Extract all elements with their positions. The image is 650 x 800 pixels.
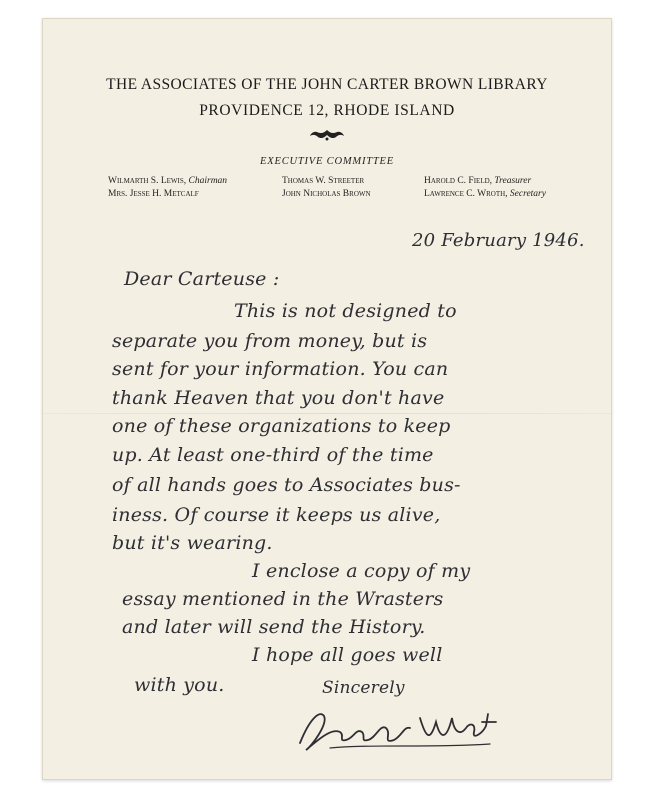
committee-member: Mrs. Jesse H. Metcalf	[108, 189, 199, 199]
salutation: Dear Carteuse :	[124, 268, 280, 290]
letter-line: I hope all goes well	[252, 644, 443, 666]
letter-sheet	[42, 18, 612, 780]
letter-line: and later will send the History.	[122, 616, 426, 638]
letter-line: up. At least one-third of the time	[112, 444, 434, 466]
closing: Sincerely	[322, 678, 405, 698]
ornament-icon	[307, 128, 347, 142]
letter-line: of all hands goes to Associates bus-	[112, 474, 461, 496]
signature-icon	[290, 698, 530, 758]
letter-line: thank Heaven that you don't have	[112, 387, 445, 409]
letter-line: I enclose a copy of my	[252, 560, 471, 582]
letter-line: essay mentioned in the Wrasters	[122, 588, 444, 610]
letter-line: with you.	[134, 674, 225, 696]
letterhead-organization: THE ASSOCIATES OF THE JOHN CARTER BROWN LIBRARY	[106, 76, 548, 93]
letterhead-city: PROVIDENCE 12, RHODE ISLAND	[199, 102, 455, 119]
committee-member: Lawrence C. Wroth, Secretary	[424, 189, 546, 199]
letter-line: separate you from money, but is	[112, 330, 428, 352]
committee-member: Thomas W. Streeter	[282, 176, 365, 186]
letter-line: but it's wearing.	[112, 532, 273, 554]
committee-member: Harold C. Field, Treasurer	[424, 176, 532, 186]
committee-member: John Nicholas Brown	[282, 189, 371, 199]
letter-date: 20 February 1946.	[412, 230, 585, 251]
letter-line: iness. Of course it keeps us alive,	[112, 504, 441, 526]
letter-line: sent for your information. You can	[112, 358, 449, 380]
committee-member: Wilmarth S. Lewis, Chairman	[108, 176, 228, 186]
letter-line: one of these organizations to keep	[112, 415, 451, 437]
letter-line: This is not designed to	[234, 300, 457, 322]
paper-fold	[42, 413, 612, 414]
committee-title: EXECUTIVE COMMITTEE	[260, 156, 394, 167]
